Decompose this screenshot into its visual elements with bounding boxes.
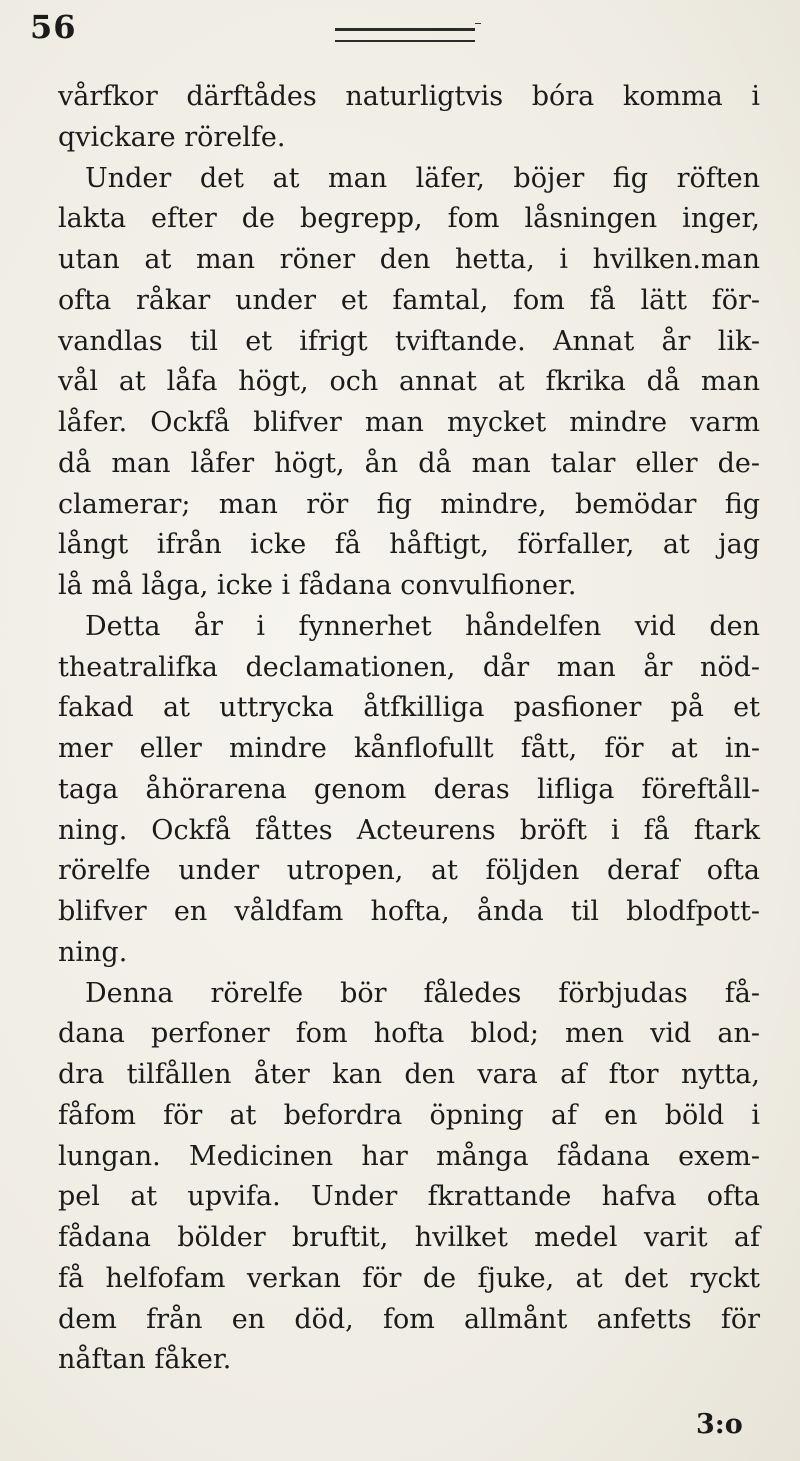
text-line: dem från en död, fom allmånt anfetts för [58,1303,760,1335]
body-text [58,77,760,1381]
text-line: qvickare rörelfe. [58,121,286,153]
text-line: vårfkor därftådes naturligtvis bóra komma i [58,81,760,112]
text-line: få helfofam verkan för de fjuke, at det ryckt [58,1262,760,1294]
text-line: vål at låfa högt, och annat at fkrika då man [58,366,760,398]
page-number: 56 [30,8,77,46]
text-line: ning. Ockfå fåttes Acteurens bröft i få ftark [58,814,760,846]
text-line: Detta år i fynnerhet håndelfen vid den [85,610,760,642]
text-line: blifver en våldfam hofta, ånda til blodfpott- [58,896,760,927]
text-line: då man låfer högt, ån då man talar eller de- [58,447,760,479]
text-line: ofta råkar under et famtal, fom få lätt för- [58,284,760,316]
text-line: Denna rörelfe bör fåledes förbjudas få- [85,977,760,1009]
text-line: ning. [58,936,128,968]
text-line: lakta efter de begrepp, fom låsningen inger, [58,203,760,235]
text-line: lungan. Medicinen har många fådana exem- [58,1140,760,1172]
text-line: pel at upvifa. Under fkrattande hafva ofta [58,1181,760,1213]
text-line: långt ifrån icke få håftigt, förfaller, at jag [58,529,760,561]
text-line: clamerar; man rör fig mindre, bemödar fig [58,488,760,520]
text-line: lå må låga, icke i fådana convulfioner. [58,570,577,601]
text-line: theatralifka declamationen, dår man år nöd- [58,651,760,683]
text-line: fådana bölder bruftit, hvilket medel varit af [58,1222,760,1253]
text-line: taga åhörarena genom deras lifliga föreftåll- [58,773,760,805]
text-line: mer eller mindre kånflofullt fått, för at in- [58,733,760,764]
text-line: dana perfoner fom hofta blod; men vid an- [58,1018,760,1050]
text-line: låfer. Ockfå blifver man mycket mindre varm [58,407,760,438]
text-line: utan at man röner den hetta, i hvilken.man [58,244,760,275]
text-line: Under det at man läfer, böjer fig röften [85,162,760,194]
text-line: fåfom för at befordra öpning af en böld i [58,1099,760,1131]
catchword: 3:o [696,1409,743,1440]
text-line: rörelfe under utropen, at följden deraf ofta [58,855,760,887]
text-line: vandlas til et ifrigt tviftande. Annat år lik- [58,325,760,357]
text-line: fakad at uttrycka åtfkilliga pasfioner på et [58,692,760,724]
header-rule [335,28,475,42]
text-line: dra tilfållen åter kan den vara af ftor nytta, [58,1059,760,1090]
text-line: nåftan fåker. [58,1344,232,1376]
